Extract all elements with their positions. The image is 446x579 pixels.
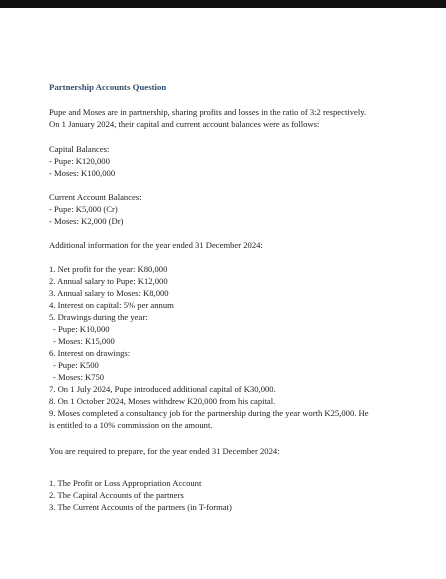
current-balance-moses: - Moses: K2,000 (Dr) <box>49 216 124 226</box>
info-item: 4. Interest on capital: 5% per annum <box>49 300 174 310</box>
additional-info-heading: Additional information for the year ended 31 December 2024: <box>49 240 263 250</box>
top-bar <box>0 0 446 8</box>
info-item: 6. Interest on drawings: <box>49 348 131 358</box>
intro-line-1: Pupe and Moses are in partnership, sharing profits and losses in the ratio of 3:2 respectively. <box>49 107 367 117</box>
required-item: 1. The Profit or Loss Appropriation Account <box>49 478 202 488</box>
info-subitem: - Pupe: K500 <box>53 360 99 370</box>
info-subitem: - Pupe: K10,000 <box>53 324 110 334</box>
info-item: 9. Moses completed a consultancy job for the partnership during the year worth K25,000. He <box>49 408 369 418</box>
info-item-continuation: is entitled to a 10% commission on the amount. <box>49 420 213 430</box>
capital-balance-pupe: - Pupe: K120,000 <box>49 156 110 166</box>
info-item: 2. Annual salary to Pupe: K12,000 <box>49 276 168 286</box>
info-item: 3. Annual salary to Moses: K8,000 <box>49 288 169 298</box>
capital-balance-moses: - Moses: K100,000 <box>49 168 116 178</box>
document-page <box>0 8 446 579</box>
info-item: 1. Net profit for the year: K80,000 <box>49 264 168 274</box>
current-balances-heading: Current Account Balances: <box>49 192 142 202</box>
info-item: 5. Drawings during the year: <box>49 312 148 322</box>
current-balance-pupe: - Pupe: K5,000 (Cr) <box>49 204 118 214</box>
info-item: 8. On 1 October 2024, Moses withdrew K20,000 from his capital. <box>49 396 276 406</box>
intro-line-2: On 1 January 2024, their capital and current account balances were as follows: <box>49 119 320 129</box>
info-subitem: - Moses: K750 <box>53 372 105 382</box>
capital-balances-heading: Capital Balances: <box>49 144 110 154</box>
info-item: 7. On 1 July 2024, Pupe introduced additional capital of K30,000. <box>49 384 276 394</box>
document-title: Partnership Accounts Question <box>49 82 167 92</box>
required-item: 2. The Capital Accounts of the partners <box>49 490 184 500</box>
required-heading: You are required to prepare, for the year ended 31 December 2024: <box>49 446 280 456</box>
info-subitem: - Moses: K15,000 <box>53 336 115 346</box>
required-item: 3. The Current Accounts of the partners (in T-format) <box>49 502 232 512</box>
